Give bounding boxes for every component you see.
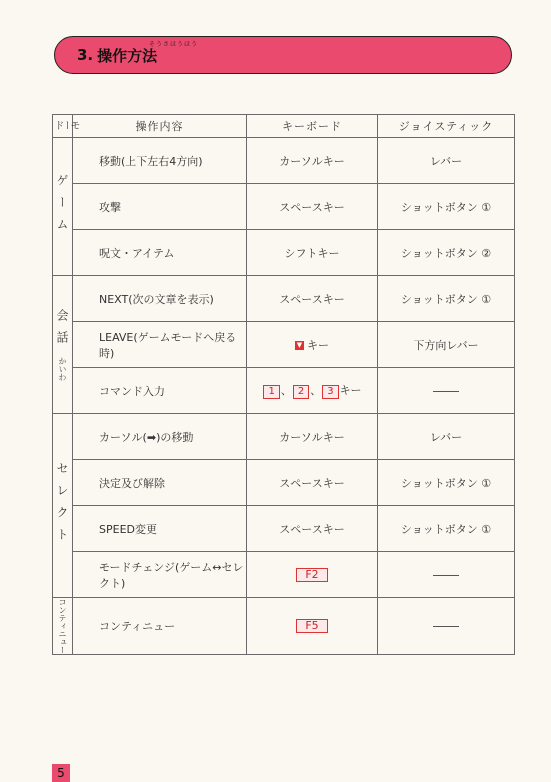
operation-cell: コンティニュー [73,598,247,655]
no-assignment-dash [433,391,459,392]
operation-cell: LEAVE(ゲームモードへ戻る時) [73,322,247,368]
table-row [53,184,515,230]
operation-cell: NEXT(次の文章を表示) [73,276,247,322]
table-row [53,322,515,368]
keyboard-cell: シフトキー [247,230,378,276]
operation-cell: 呪文・アイテム [73,230,247,276]
table-row [53,138,515,184]
joystick-cell: ショットボタン ① [378,460,515,506]
table-row [53,552,515,598]
operation-cell: 移動(上下左右4方向) [73,138,247,184]
joystick-cell: ショットボタン ① [378,184,515,230]
header-operation: 操作内容 [73,115,247,138]
keyboard-cell [247,598,378,655]
joystick-cell: ショットボタン ② [378,230,515,276]
section-title: 操作方法 [97,46,158,65]
down-arrow-key-icon: ▼ [296,341,303,349]
key-2-icon: 2 [293,385,309,399]
keyboard-cell: カーソルキー [247,138,378,184]
no-assignment-dash [433,575,459,576]
key-1-icon: 1 [263,385,279,399]
joystick-cell [378,598,515,655]
mode-game: ゲーム [53,138,73,276]
table-row [53,276,515,322]
joystick-cell: ショットボタン ① [378,506,515,552]
keyboard-cell: 1 、 2 、 3 キー [247,368,378,414]
table-row [53,506,515,552]
joystick-cell: レバー [378,138,515,184]
joystick-cell: 下方向レバー [378,322,515,368]
header-keyboard: キーボード [247,115,378,138]
controls-table [52,114,515,655]
keyboard-cell: ▼ キー [247,322,378,368]
keyboard-cell: スペースキー [247,506,378,552]
table-row [53,368,515,414]
header-mode: モード [53,115,73,138]
joystick-cell: レバー [378,414,515,460]
section-number: 3. [77,46,94,64]
key-3-icon: 3 [322,385,338,399]
f5-key-icon: F5 [296,619,327,633]
operation-cell: カーソル(➡)の移動 [73,414,247,460]
table-row [53,460,515,506]
keyboard-cell: カーソルキー [247,414,378,460]
mode-select: セレクト [53,414,73,598]
operation-cell: 決定及び解除 [73,460,247,506]
mode-conversation-reading: かいわ [58,356,67,381]
mode-conversation: 会話 かいわ [53,276,73,414]
operation-cell: SPEED変更 [73,506,247,552]
f2-key-icon: F2 [296,568,327,582]
table-header-row [53,115,515,138]
mode-continue: コンティニュー [53,598,73,655]
keyboard-cell: スペースキー [247,460,378,506]
operation-cell: コマンド入力 [73,368,247,414]
no-assignment-dash [433,626,459,627]
table-row [53,414,515,460]
joystick-cell [378,368,515,414]
section-heading [54,36,512,74]
joystick-cell: ショットボタン ① [378,276,515,322]
keyboard-cell [247,552,378,598]
keyboard-cell: スペースキー [247,276,378,322]
header-joystick: ジョイスティック [378,115,515,138]
operation-cell: モードチェンジ(ゲーム↔セレクト) [73,552,247,598]
page-number: 5 [52,764,70,782]
table-row [53,598,515,655]
operation-cell: 攻撃 [73,184,247,230]
joystick-cell [378,552,515,598]
table-row [53,230,515,276]
keyboard-cell: スペースキー [247,184,378,230]
heading-ruby: そうさほうほう [149,41,199,48]
